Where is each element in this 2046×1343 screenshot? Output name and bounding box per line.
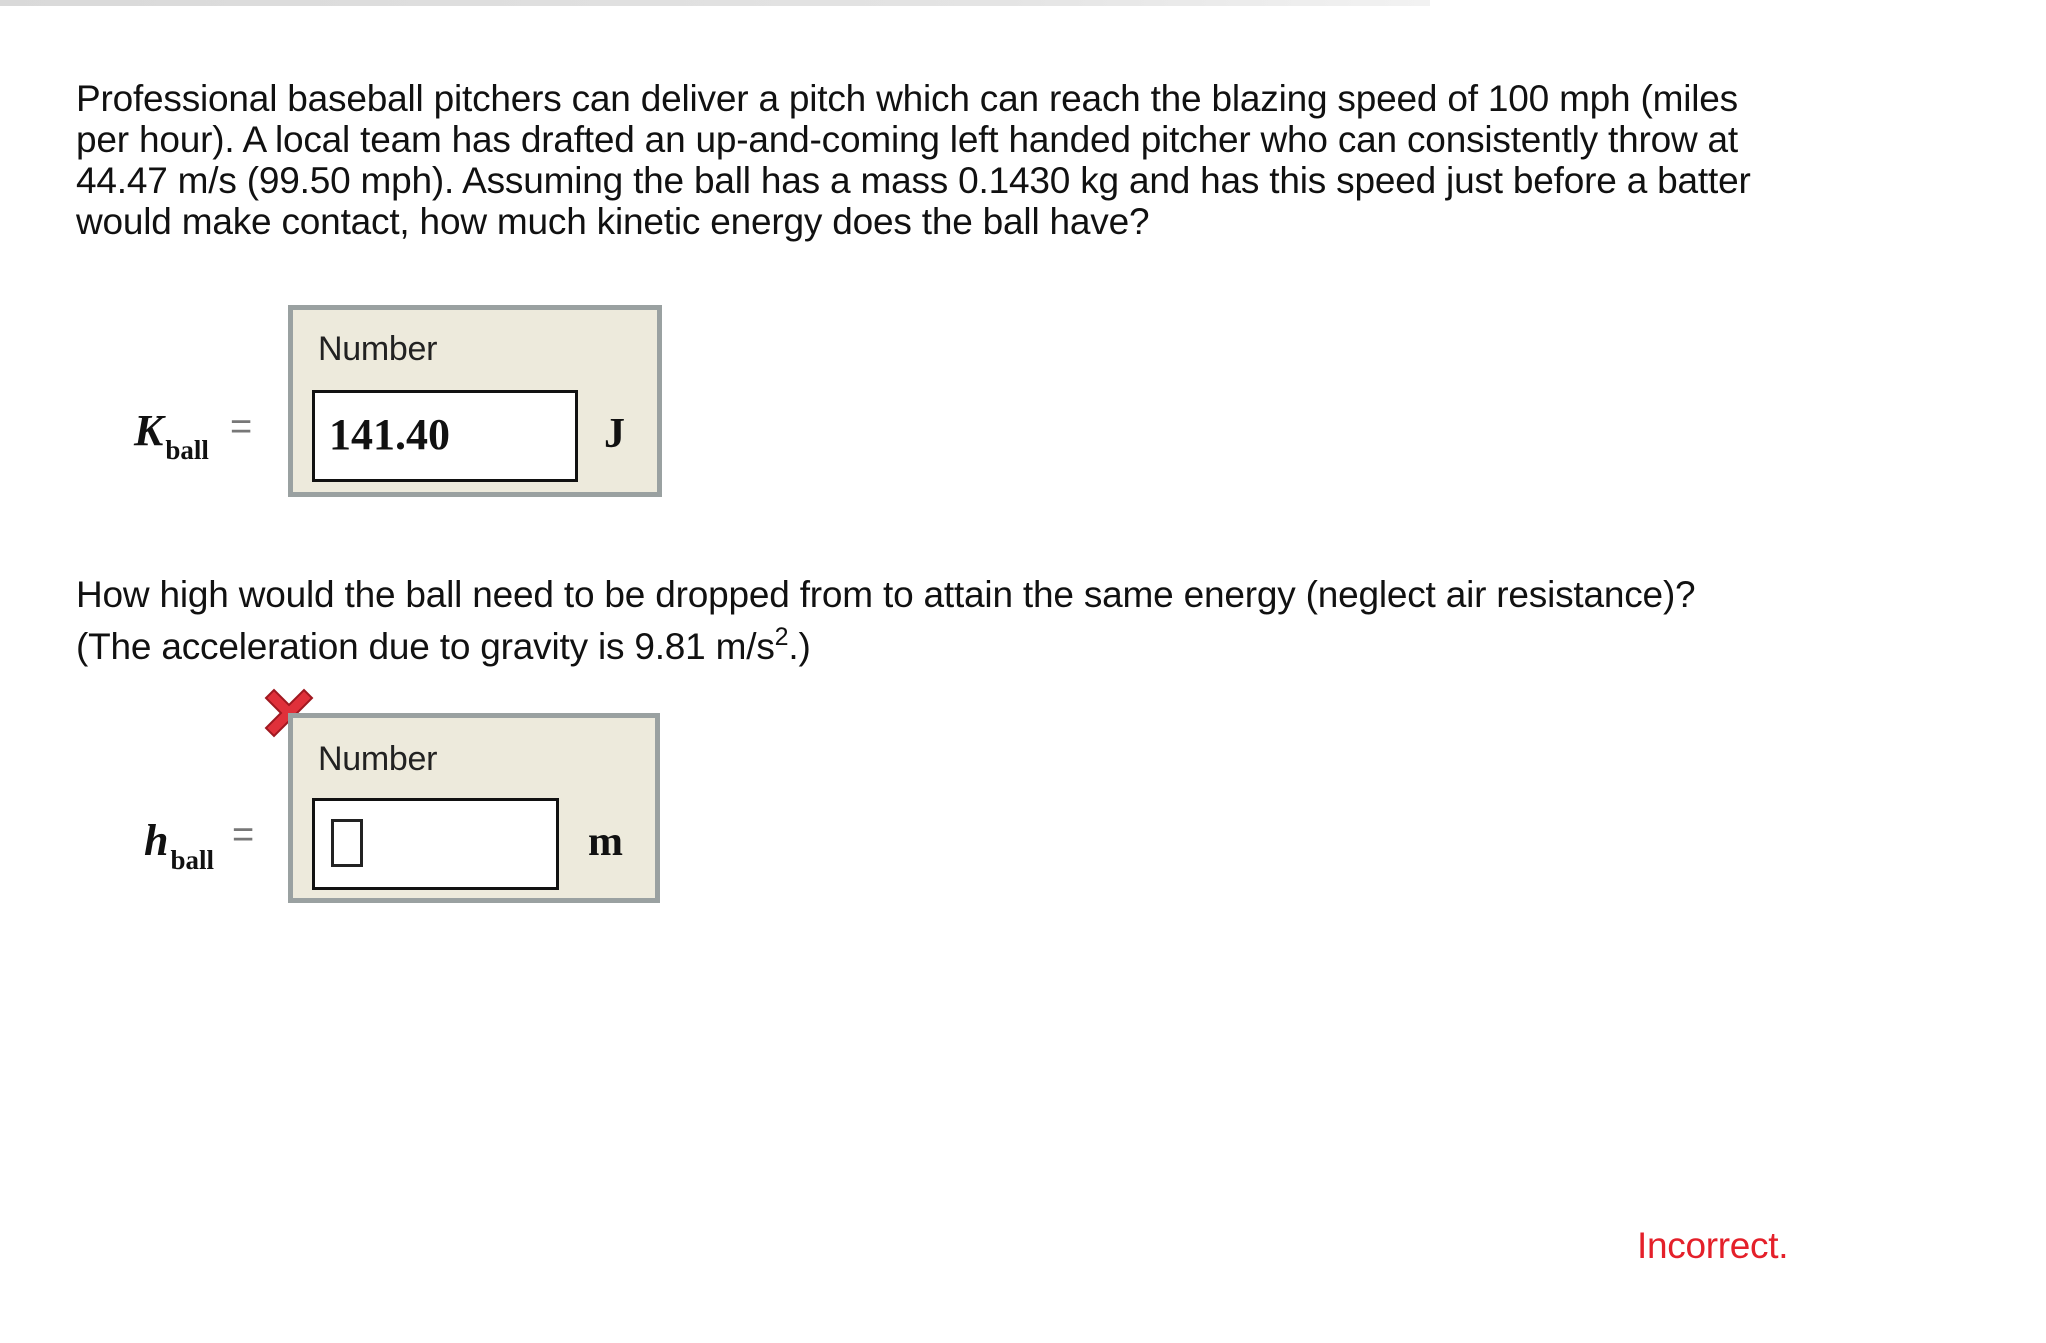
problem-line-3: 44.47 m/s (99.50 mph). Assuming the ball has a mass 0.1430 kg and has this speed just before a batter: [76, 160, 1751, 201]
height-variable: h: [144, 816, 169, 865]
height-question: [76, 569, 2016, 673]
problem-line-1: Professional baseball pitchers can deliver a pitch which can reach the blazing speed of 100 mph (miles: [76, 78, 1738, 119]
height-subscript: ball: [170, 845, 215, 875]
kinetic-energy-label: [134, 405, 209, 465]
empty-entry-placeholder: [331, 819, 363, 867]
kinetic-answer-box: [288, 305, 662, 497]
kinetic-number-input[interactable]: 141.40: [312, 390, 578, 482]
status-message: Incorrect.: [1637, 1225, 1789, 1266]
gravity-exponent: 2: [774, 623, 789, 651]
kinetic-subscript: ball: [165, 435, 209, 465]
kinetic-number-header: Number: [318, 330, 438, 368]
kinetic-equals-sign: =: [230, 406, 253, 448]
height-number-input[interactable]: [312, 798, 559, 890]
height-label: [144, 815, 215, 875]
kinetic-unit: J: [604, 411, 625, 457]
kinetic-variable: K: [134, 406, 164, 455]
top-divider: [0, 0, 1430, 6]
height-answer-box: [288, 713, 660, 903]
problem-line-2: per hour). A local team has drafted an up-and-coming left handed pitcher who can consistently throw at: [76, 119, 1739, 160]
gravity-text-end: .): [788, 626, 811, 667]
problem-statement: [76, 78, 2016, 242]
height-unit: m: [588, 819, 623, 865]
height-question-line-1: How high would the ball need to be dropped from to attain the same energy (neglect air resistance)?: [76, 574, 1696, 615]
problem-line-4: would make contact, how much kinetic energy does the ball have?: [76, 201, 1150, 242]
height-question-line-2: [76, 621, 2016, 673]
gravity-text: (The acceleration due to gravity is 9.81 m/s: [76, 626, 775, 667]
height-equals-sign: =: [232, 814, 255, 856]
height-number-header: Number: [318, 740, 438, 778]
